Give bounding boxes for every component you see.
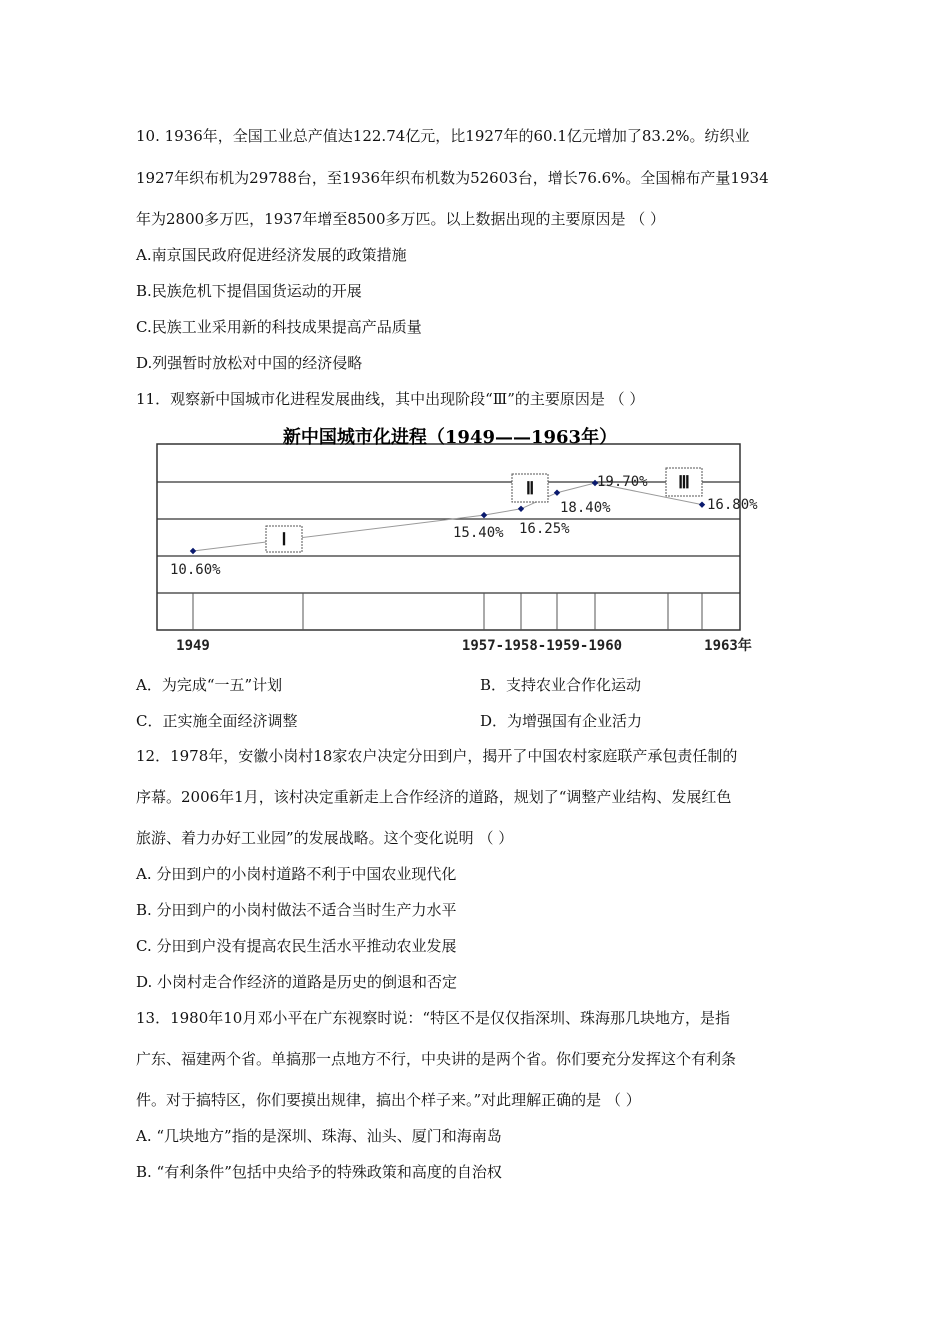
q13-stem-line-1: 13．1980年10月邓小平在广东视察时说：“特区不是仅仅指深圳、珠海那几块地方，是指: [136, 1009, 731, 1027]
point-label-1959: 18.40%: [560, 500, 611, 516]
chart-title: 新中国城市化进程（1949——1963年）: [282, 427, 618, 448]
x-tick-label-2: 1957-1958-1959-1960: [461, 638, 623, 654]
q12-stem-line-2: 序幕。2006年1月，该村决定重新走上合作经济的道路，规划了“调整产业结构、发展红色: [136, 788, 732, 806]
point-label-1958: 16.25%: [519, 521, 570, 537]
chart-x-tick-labels: [176, 637, 752, 654]
urbanization-line-chart: [150, 422, 770, 662]
point-label-1957: 15.40%: [453, 525, 504, 541]
point-label-1949: 10.60%: [170, 562, 221, 578]
q11-option-c: C．正实施全面经济调整: [136, 712, 298, 730]
q12-option-c: C. 分田到户没有提高农民生活水平推动农业发展: [136, 937, 457, 955]
q12-option-b: B. 分田到户的小岗村做法不适合当时生产力水平: [136, 901, 457, 919]
q13-option-b: B. “有利条件”包括中央给予的特殊政策和高度的自治权: [136, 1163, 502, 1181]
q10-stem-line-1: 10. 1936年，全国工业总产值达122.74亿元，比1927年的60.1亿元增加了83.2%。纺织业: [136, 127, 750, 145]
q10-stem-line-2: 1927年织布机为29788台，至1936年织布机数为52603台，增长76.6%。全国棉布产量1934: [136, 169, 769, 187]
q11-option-a: A．为完成“一五”计划: [136, 676, 283, 694]
q11-stem: 11．观察新中国城市化进程发展曲线，其中出现阶段“Ⅲ”的主要原因是 （ ）: [136, 390, 645, 408]
q12-option-d: D. 小岗村走合作经济的道路是历史的倒退和否定: [136, 973, 458, 991]
q13-option-a: A. “几块地方”指的是深圳、珠海、汕头、厦门和海南岛: [136, 1127, 502, 1145]
q12-stem-line-1: 12．1978年，安徽小岗村18家农户决定分田到户，揭开了中国农村家庭联产承包责任制的: [136, 747, 738, 765]
point-label-1963: 16.80%: [707, 497, 758, 513]
q11-option-d: D．为增强国有企业活力: [480, 712, 643, 730]
stage-label-3: Ⅲ: [678, 473, 690, 493]
q13-stem-line-3: 件。对于搞特区，你们要摸出规律，搞出个样子来。”对此理解正确的是 （ ）: [136, 1091, 641, 1109]
stage-label-1: Ⅰ: [281, 530, 287, 550]
q10-option-a: A.南京国民政府促进经济发展的政策措施: [136, 246, 407, 264]
q12-stem-line-3: 旅游、着力办好工业园”的发展战略。这个变化说明 （ ）: [136, 829, 514, 847]
stage-label-2: Ⅱ: [525, 479, 535, 499]
q10-option-d: D.列强暂时放松对中国的经济侵略: [136, 354, 363, 372]
chart-frame: [157, 444, 740, 630]
x-tick-label-1: 1949: [176, 638, 210, 654]
q13-stem-line-2: 广东、福建两个省。单搞那一点地方不行，中央讲的是两个省。你们要充分发挥这个有利条: [136, 1050, 737, 1068]
q12-option-a: A. 分田到户的小岗村道路不利于中国农业现代化: [136, 865, 457, 883]
q10-stem-line-3: 年为2800多万匹，1937年增至8500多万匹。以上数据出现的主要原因是 （ ）: [136, 210, 666, 228]
x-tick-label-3: 1963年: [704, 638, 752, 654]
q10-option-c: C.民族工业采用新的科技成果提高产品质量: [136, 318, 422, 336]
point-label-1960: 19.70%: [597, 474, 648, 490]
q11-option-b: B．支持农业合作化运动: [480, 676, 642, 694]
q10-option-b: B.民族危机下提倡国货运动的开展: [136, 282, 362, 300]
